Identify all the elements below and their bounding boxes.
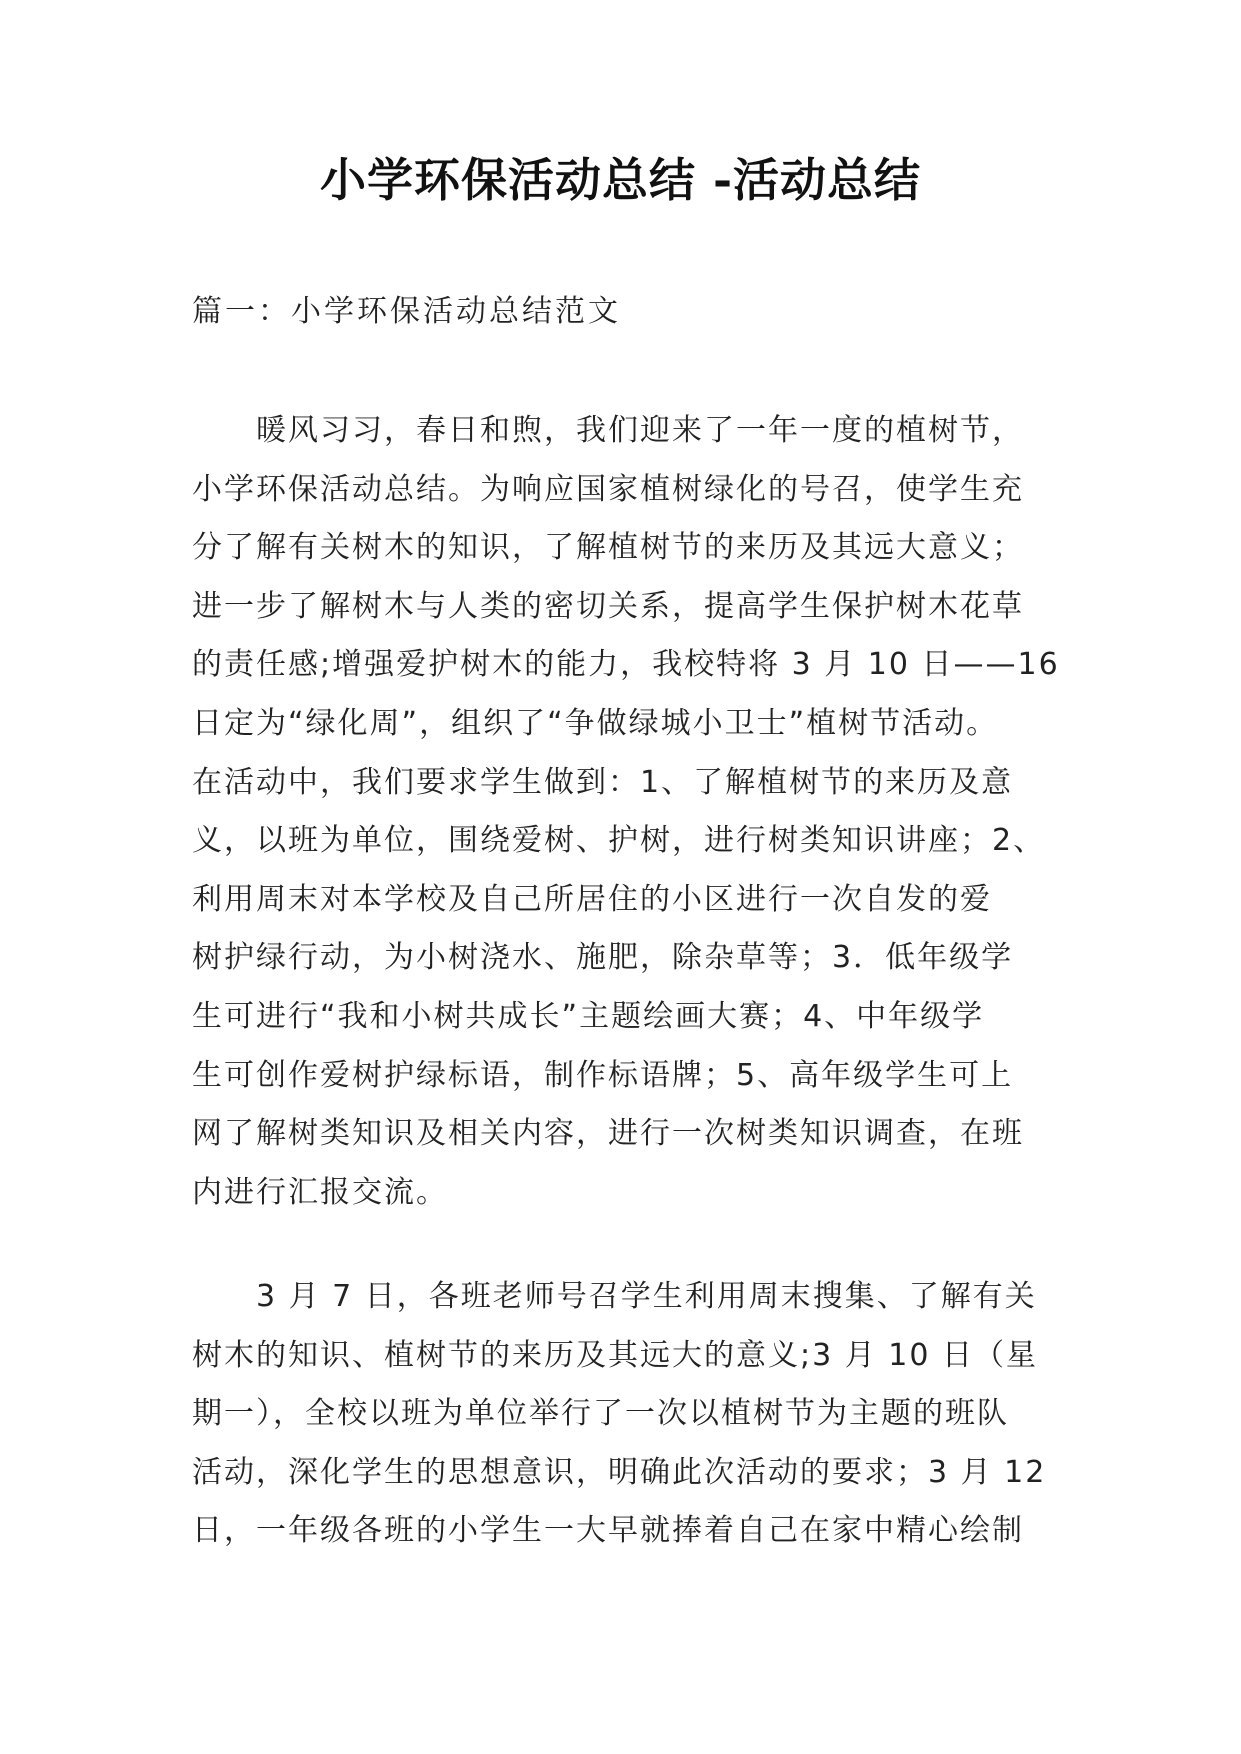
paragraph-line: 日定为“绿化周”，组织了“争做绿城小卫士”植树节活动。 — [192, 705, 999, 741]
paragraph-line: 暖风习习，春日和煦，我们迎来了一年一度的植树节， — [192, 413, 1024, 448]
paragraph-line: 生可进行“我和小树共成长”主题绘画大赛；4、中年级学 — [192, 998, 985, 1034]
paragraph-line: 内进行汇报交流。 — [192, 1174, 448, 1210]
paragraph-line: 进一步了解树木与人类的密切关系，提高学生保护树木花草 — [192, 588, 1024, 624]
paragraph-line: 的责任感;增强爱护树木的能力，我校特将 3 月 10 日——16 — [192, 647, 1060, 683]
section-heading: 篇一：小学环保活动总结范文 — [192, 294, 621, 329]
paragraph-line: 在活动中，我们要求学生做到：1、了解植树节的来历及意 — [192, 764, 1014, 800]
body-paragraph-1 — [192, 402, 1060, 1222]
paragraph-line: 分了解有关树木的知识，了解植树节的来历及其远大意义； — [192, 530, 1024, 566]
paragraph-line: 3 月 7 日，各班老师号召学生利用周末搜集、了解有关 — [192, 1279, 1037, 1314]
paragraph-line: 期一），全校以班为单位举行了一次以植树节为主题的班队 — [192, 1396, 1009, 1432]
paragraph-line: 义，以班为单位，围绕爱树、护树，进行树类知识讲座；2、 — [192, 823, 1046, 859]
paragraph-line: 小学环保活动总结。为响应国家植树绿化的号召，使学生充 — [192, 471, 1024, 507]
paragraph-line: 网了解树类知识及相关内容，进行一次树类知识调查，在班 — [192, 1116, 1024, 1152]
paragraph-line: 树护绿行动，为小树浇水、施肥，除杂草等；3．低年级学 — [192, 940, 1014, 976]
paragraph-line: 利用周末对本学校及自己所居住的小区进行一次自发的爱 — [192, 881, 992, 917]
document-title: 小学环保活动总结 -活动总结 — [319, 153, 922, 207]
paragraph-line: 日，一年级各班的小学生一大早就捧着自己在家中精心绘制 — [192, 1513, 1024, 1549]
body-paragraph-2 — [192, 1268, 1052, 1561]
paragraph-line: 活动，深化学生的思想意识，明确此次活动的要求；3 月 12 — [192, 1454, 1047, 1490]
paragraph-line: 树木的知识、植树节的来历及其远大的意义;3 月 10 日（星 — [192, 1337, 1038, 1373]
paragraph-line: 生可创作爱树护绿标语，制作标语牌；5、高年级学生可上 — [192, 1057, 1014, 1093]
